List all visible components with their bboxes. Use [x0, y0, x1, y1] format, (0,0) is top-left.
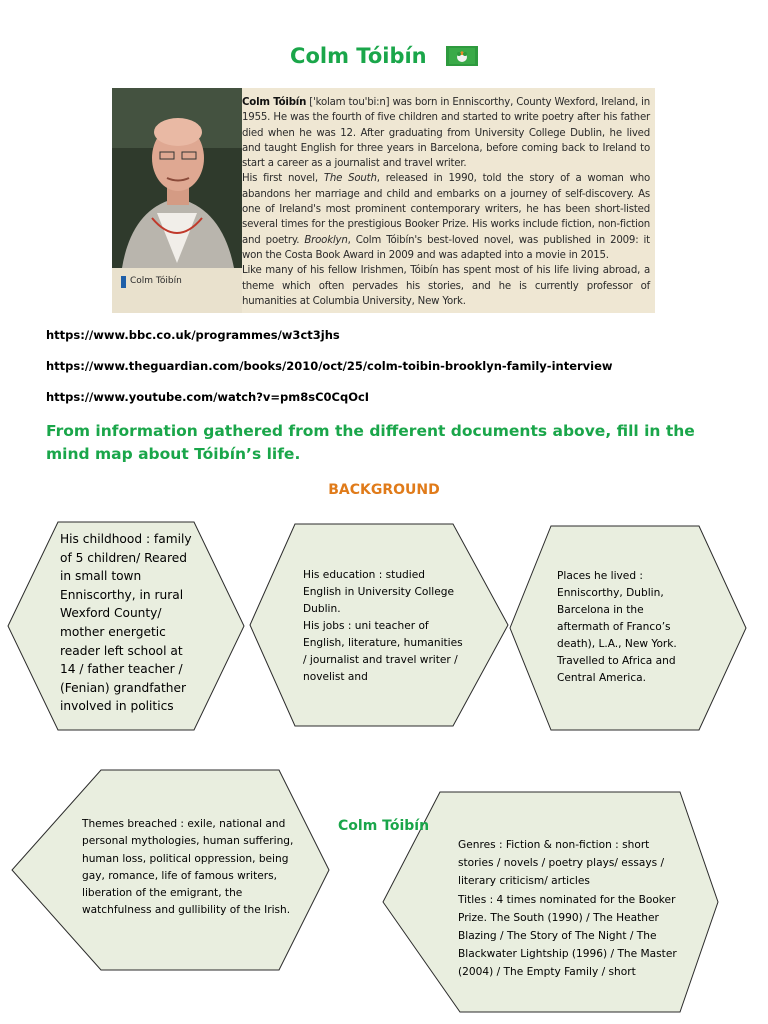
bio-name: Colm Tóibín: [242, 97, 307, 108]
center-label: Colm Tóibín: [338, 818, 430, 834]
bio-title-the-south: The South: [323, 173, 377, 185]
link-guardian[interactable]: https://www.theguardian.com/books/2010/oct/25/colm-toibin-brooklyn-family-interview: [46, 359, 613, 373]
bio-title-brooklyn: Brooklyn: [304, 234, 348, 246]
places-text: Places he lived : Enniscorthy, Dublin, Barcelona in the aftermath of Franco’s death), L.A., New York. Travelled to Africa and Central America.: [557, 570, 677, 684]
education-text: His education : studied English in University College Dublin.: [303, 569, 454, 615]
education-jobs-text: [303, 567, 463, 686]
themes-text: [82, 816, 297, 920]
childhood-text: His childhood : family of 5 children/ Reared in small town Enniscorthy, in rural Wexford County/ mother energetic reader left school at 14 / father teacher / (Fenian) grandfather involved in politics: [60, 532, 192, 714]
bio-p2-c: , Colm Tóibín's best-loved novel, was published in 2009: it won the Costa Book Award in 2009 and was adapted into a movie in 2015.: [242, 234, 650, 261]
titles-text: Titles : 4 times nominated for the Booker Prize. The South (1990) / The Heather Blazing / The Story of The Night / The Blackwater Lightship (1996) / The Master (2004) / The Empty Family / short: [458, 893, 677, 979]
bio-p1-text: ['kolam tou'bi:n] was born in Enniscorthy, County Wexford, Ireland, in 1955. He was the fourth of five children and started to write poetry after his father died when he was 12. After graduating from University College Dublin, he lived and taught English for three years in Barcelona, before coming back to Ireland to start a career as a journalist and travel writer.: [242, 97, 650, 170]
instruction-text: From information gathered from the different documents above, fill in the mind map about Tóibín’s life.: [46, 422, 695, 463]
genres-titles-text: [458, 836, 683, 979]
bio-paragraph-3: Like many of his fellow Irishmen, Tóibín has spent most of his life living abroad, a theme which often pervades his stories, and he is currently professor of humanities at Columbia University, New York.: [242, 265, 650, 307]
themes-text-1: Themes breached : exile, national and personal mythologies, human suffering, human loss, political oppression, being gay, romance, life of famous writers,: [82, 818, 294, 882]
title-text: Colm Tóibín: [290, 44, 427, 68]
background-heading: BACKGROUND: [328, 482, 440, 498]
link-youtube[interactable]: https://www.youtube.com/watch?v=pm8sC0CqOcI: [46, 390, 370, 404]
photo-caption: Colm Tóibín: [130, 276, 182, 286]
themes-text-2: liberation of the emigrant, the watchfulness and gullibility of the Irish.: [82, 887, 291, 917]
link-bbc[interactable]: https://www.bbc.co.uk/programmes/w3ct3jhs: [46, 328, 340, 342]
genres-text: Genres : Fiction & non-fiction : short stories / novels / poetry plays/ essays / literary criticism/ articles: [458, 839, 665, 888]
bio-p2-a: His first novel,: [242, 173, 324, 185]
bio-p2-b: , released in 1990, told the story of a woman who abandons her marriage and child and embarks on a journey of self-discovery. As one of Ireland's most prominent contemporary writers, he has been short-listed several times for the prestigious Booker Prize. His works include fiction, non-fiction and poetry.: [242, 173, 650, 246]
jobs-text: His jobs : uni teacher of English, literature, humanities / journalist and travel writer / novelist and: [303, 620, 463, 683]
